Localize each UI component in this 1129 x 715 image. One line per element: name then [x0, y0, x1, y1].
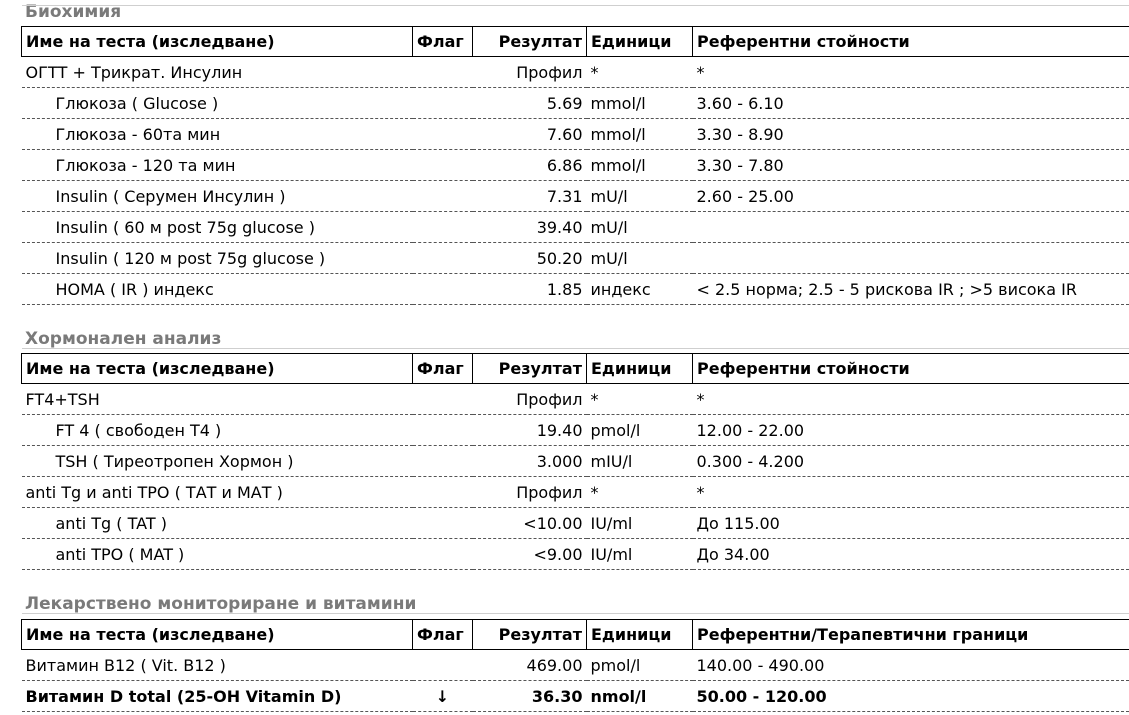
unit-cell: mmol/l — [587, 88, 693, 119]
reference-range-cell: 3.30 - 7.80 — [693, 150, 1129, 181]
result-cell: 36.30 — [473, 681, 587, 712]
reference-range-cell: 0.300 - 4.200 — [693, 446, 1129, 477]
table-row — [22, 384, 1129, 415]
flag-cell — [413, 539, 473, 570]
section-title: Хормонален анализ — [25, 329, 222, 349]
result-cell: <9.00 — [473, 539, 587, 570]
flag-cell — [413, 119, 473, 150]
reference-range-cell: 140.00 - 490.00 — [693, 650, 1129, 681]
results-table — [21, 353, 1129, 570]
unit-cell: pmol/l — [587, 415, 693, 446]
flag-cell — [413, 446, 473, 477]
header-flag: Флаг — [413, 620, 473, 650]
header-test-name: Име на теста (изследване) — [22, 354, 413, 384]
result-cell: 1.85 — [473, 274, 587, 305]
unit-cell: * — [587, 57, 693, 88]
header-result: Резултат — [473, 27, 587, 57]
test-name-cell: FT 4 ( свободен T4 ) — [22, 415, 413, 446]
unit-cell: * — [587, 384, 693, 415]
section-divider — [22, 348, 1129, 349]
header-flag: Флаг — [413, 354, 473, 384]
unit-cell: nmol/l — [587, 681, 693, 712]
test-name-cell: anti TPO ( MAT ) — [22, 539, 413, 570]
test-name-cell: Insulin ( 120 м post 75g glucose ) — [22, 243, 413, 274]
table-row — [22, 415, 1129, 446]
flag-cell — [413, 181, 473, 212]
unit-cell: mIU/l — [587, 446, 693, 477]
table-row — [22, 508, 1129, 539]
table-row — [22, 243, 1129, 274]
reference-range-cell: < 2.5 норма; 2.5 - 5 рискова IR ; >5 висока IR — [693, 274, 1129, 305]
result-cell: Профил — [473, 477, 587, 508]
unit-cell: mU/l — [587, 212, 693, 243]
reference-range-cell: 2.60 - 25.00 — [693, 181, 1129, 212]
flag-cell — [413, 243, 473, 274]
header-test-name: Име на теста (изследване) — [22, 27, 413, 57]
unit-cell: mU/l — [587, 181, 693, 212]
test-name-cell: Insulin ( Серумен Инсулин ) — [22, 181, 413, 212]
header-reference: Референтни стойности — [693, 27, 1129, 57]
result-cell: 39.40 — [473, 212, 587, 243]
test-name-cell: FT4+TSH — [22, 384, 413, 415]
table-row — [22, 57, 1129, 88]
low-flag-arrow-icon: ↓ — [413, 681, 473, 712]
unit-cell: mU/l — [587, 243, 693, 274]
reference-range-cell: 12.00 - 22.00 — [693, 415, 1129, 446]
header-test-name: Име на теста (изследване) — [22, 620, 413, 650]
test-name-cell: Глюкоза ( Glucose ) — [22, 88, 413, 119]
flag-cell — [413, 650, 473, 681]
result-cell: <10.00 — [473, 508, 587, 539]
header-reference: Референтни стойности — [693, 354, 1129, 384]
unit-cell: mmol/l — [587, 150, 693, 181]
test-name-cell: Insulin ( 60 м post 75g glucose ) — [22, 212, 413, 243]
flag-cell — [413, 57, 473, 88]
result-cell: 50.20 — [473, 243, 587, 274]
header-units: Единици — [587, 354, 693, 384]
flag-cell — [413, 212, 473, 243]
table-row — [22, 181, 1129, 212]
table-row — [22, 274, 1129, 305]
result-cell: 19.40 — [473, 415, 587, 446]
table-row — [22, 119, 1129, 150]
table-row — [22, 650, 1129, 681]
test-name-cell: Витамин B12 ( Vit. B12 ) — [22, 650, 413, 681]
reference-range-cell: * — [693, 477, 1129, 508]
result-cell: 6.86 — [473, 150, 587, 181]
section-divider — [22, 613, 1129, 614]
table-row — [22, 539, 1129, 570]
table-row — [22, 88, 1129, 119]
reference-range-cell: До 34.00 — [693, 539, 1129, 570]
reference-range-cell: * — [693, 384, 1129, 415]
table-header-row — [22, 620, 1129, 650]
table-row — [22, 477, 1129, 508]
header-units: Единици — [587, 27, 693, 57]
test-name-cell: TSH ( Тиреотропен Хормон ) — [22, 446, 413, 477]
test-name-cell: Витамин D total (25-OH Vitamin D) — [22, 681, 413, 712]
unit-cell: IU/ml — [587, 508, 693, 539]
test-name-cell: ОГТТ + Трикрат. Инсулин — [22, 57, 413, 88]
test-name-cell: anti Tg и anti TPO ( ТАТ и МАТ ) — [22, 477, 413, 508]
unit-cell: индекс — [587, 274, 693, 305]
table-row — [22, 212, 1129, 243]
test-name-cell: Глюкоза - 60та мин — [22, 119, 413, 150]
reference-range-cell: 3.30 - 8.90 — [693, 119, 1129, 150]
table-row — [22, 681, 1129, 712]
result-cell: Профил — [473, 384, 587, 415]
result-cell: 5.69 — [473, 88, 587, 119]
table-row — [22, 150, 1129, 181]
section-title: Лекарствено мониториране и витамини — [25, 594, 417, 614]
result-cell: Профил — [473, 57, 587, 88]
header-units: Единици — [587, 620, 693, 650]
reference-range-cell: До 115.00 — [693, 508, 1129, 539]
header-reference: Референтни/Терапевтични граници — [693, 620, 1129, 650]
section-title: Биохимия — [25, 2, 122, 22]
header-flag: Флаг — [413, 27, 473, 57]
table-row — [22, 446, 1129, 477]
result-cell: 7.31 — [473, 181, 587, 212]
result-cell: 469.00 — [473, 650, 587, 681]
unit-cell: IU/ml — [587, 539, 693, 570]
flag-cell — [413, 477, 473, 508]
flag-cell — [413, 88, 473, 119]
header-result: Резултат — [473, 354, 587, 384]
header-result: Резултат — [473, 620, 587, 650]
test-name-cell: HOMA ( IR ) индекс — [22, 274, 413, 305]
section-divider — [22, 5, 1129, 6]
results-table — [21, 26, 1129, 305]
flag-cell — [413, 508, 473, 539]
result-cell: 3.000 — [473, 446, 587, 477]
table-header-row — [22, 354, 1129, 384]
flag-cell — [413, 384, 473, 415]
reference-range-cell: * — [693, 57, 1129, 88]
flag-cell — [413, 274, 473, 305]
reference-range-cell: 3.60 - 6.10 — [693, 88, 1129, 119]
unit-cell: pmol/l — [587, 650, 693, 681]
unit-cell: mmol/l — [587, 119, 693, 150]
result-cell: 7.60 — [473, 119, 587, 150]
reference-range-cell — [693, 212, 1129, 243]
reference-range-cell: 50.00 - 120.00 — [693, 681, 1129, 712]
results-table — [21, 619, 1129, 712]
test-name-cell: Глюкоза - 120 та мин — [22, 150, 413, 181]
flag-cell — [413, 415, 473, 446]
reference-range-cell — [693, 243, 1129, 274]
unit-cell: * — [587, 477, 693, 508]
table-header-row — [22, 27, 1129, 57]
test-name-cell: anti Tg ( TAT ) — [22, 508, 413, 539]
flag-cell — [413, 150, 473, 181]
